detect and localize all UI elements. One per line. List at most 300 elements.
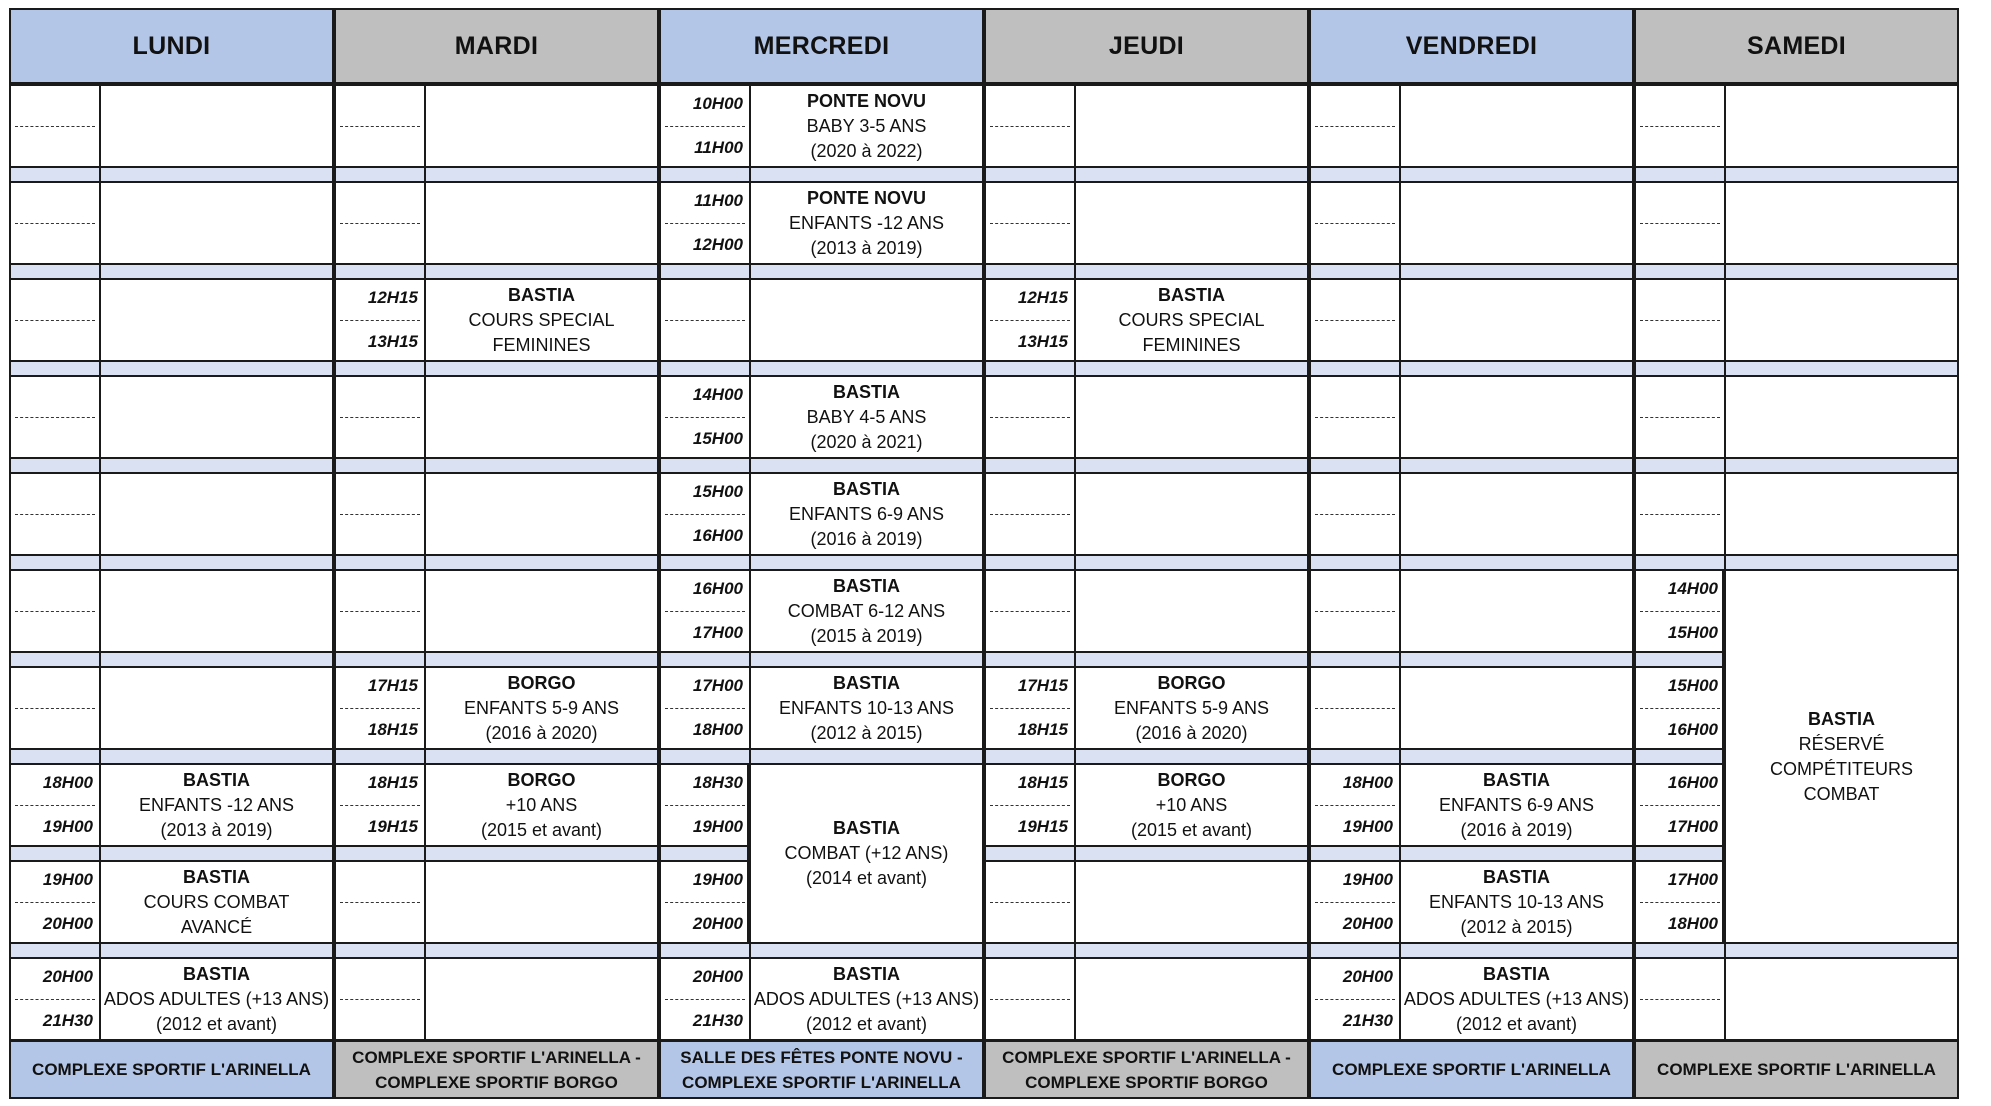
time-slot — [334, 472, 659, 556]
day-column-0 — [9, 8, 334, 1099]
time-slot — [334, 666, 659, 750]
time-cell — [1311, 86, 1401, 166]
class-description — [426, 668, 657, 748]
class-detail: ADOS ADULTES (+13 ANS) — [1403, 988, 1630, 1009]
time-divider — [340, 514, 420, 515]
time-slot — [9, 763, 334, 847]
time-cell — [661, 765, 751, 845]
time-slot — [659, 278, 984, 362]
time-cell — [986, 474, 1076, 554]
class-detail: (2015 et avant) — [480, 819, 603, 840]
start-time: 17H15 — [367, 676, 418, 695]
class-description — [751, 183, 982, 263]
time-divider — [665, 223, 745, 224]
time-cell — [986, 862, 1076, 942]
venue-footer: COMPLEXE SPORTIF L'ARINELLA — [1634, 1040, 1959, 1099]
class-location: PONTE NOVU — [806, 90, 926, 111]
time-divider — [340, 611, 420, 612]
time-divider — [665, 320, 745, 321]
time-divider — [1315, 417, 1395, 418]
time-slot — [334, 375, 659, 459]
time-divider — [1640, 126, 1720, 127]
end-time: 20H00 — [42, 914, 93, 933]
row-separator — [9, 168, 334, 181]
start-time: 19H00 — [1342, 870, 1393, 889]
time-divider — [15, 320, 95, 321]
time-slot — [1309, 763, 1634, 847]
merged-class-cell — [749, 763, 984, 944]
start-time: 20H00 — [42, 967, 93, 986]
time-slot — [1634, 666, 1724, 750]
class-detail: AVANCÉ — [180, 916, 253, 937]
time-cell — [11, 862, 101, 942]
row-separator — [659, 168, 984, 181]
time-slot — [984, 666, 1309, 750]
time-slot — [9, 84, 334, 168]
start-time: 12H15 — [1017, 288, 1068, 307]
time-divider — [15, 902, 95, 903]
time-slot — [1309, 181, 1634, 265]
start-time: 15H00 — [1667, 676, 1718, 695]
venue-footer: SALLE DES FÊTES PONTE NOVU - COMPLEXE SPORTIF L'ARINELLA — [659, 1040, 984, 1099]
time-cell — [11, 86, 101, 166]
class-detail: FEMININES — [1142, 334, 1241, 355]
class-detail: (2012 à 2015) — [810, 722, 923, 743]
time-cell — [661, 280, 751, 360]
row-separator — [984, 556, 1309, 569]
weekly-schedule — [9, 8, 1983, 1099]
start-time: 16H00 — [692, 579, 743, 598]
end-time: 13H15 — [367, 332, 418, 351]
start-time: 18H15 — [367, 773, 418, 792]
time-slot — [1634, 472, 1959, 556]
row-separator — [984, 168, 1309, 181]
time-slot — [984, 763, 1309, 847]
time-divider — [1315, 708, 1395, 709]
time-divider — [665, 708, 745, 709]
class-detail: FEMININES — [492, 334, 591, 355]
row-separator — [984, 459, 1309, 472]
time-slot — [659, 569, 984, 653]
time-divider — [340, 417, 420, 418]
row-separator — [1634, 362, 1959, 375]
class-description — [1076, 668, 1307, 748]
start-time: 17H00 — [1667, 870, 1718, 889]
class-location: BORGO — [507, 769, 576, 790]
start-time: 10H00 — [692, 94, 743, 113]
row-separator — [1309, 847, 1634, 860]
class-location: BASTIA — [1158, 284, 1225, 305]
time-slot — [659, 472, 984, 556]
day-column-2 — [659, 8, 984, 1099]
time-slot — [984, 278, 1309, 362]
time-slot — [984, 472, 1309, 556]
class-detail: ENFANTS 5-9 ANS — [463, 697, 620, 718]
time-cell — [336, 862, 426, 942]
class-detail: COURS SPECIAL — [468, 309, 615, 330]
time-slot — [1634, 84, 1959, 168]
class-description — [426, 765, 657, 845]
class-location: BASTIA — [183, 866, 250, 887]
time-divider — [990, 223, 1070, 224]
time-cell — [336, 377, 426, 457]
row-separator — [9, 362, 334, 375]
time-cell — [661, 474, 751, 554]
day-header: MARDI — [334, 8, 659, 84]
class-location: BASTIA — [1483, 769, 1550, 790]
time-slot — [659, 375, 984, 459]
time-divider — [990, 805, 1070, 806]
row-separator — [334, 556, 659, 569]
end-time: 19H15 — [1017, 817, 1068, 836]
row-separator — [1634, 847, 1724, 860]
row-separator — [984, 750, 1309, 763]
end-time: 21H30 — [42, 1011, 93, 1030]
row-separator — [1634, 168, 1959, 181]
class-detail: +10 ANS — [1155, 794, 1228, 815]
row-separator — [984, 362, 1309, 375]
time-cell — [336, 668, 426, 748]
time-cell — [336, 765, 426, 845]
time-slot — [9, 569, 334, 653]
row-separator — [1309, 750, 1634, 763]
class-location: PONTE NOVU — [806, 187, 926, 208]
end-time: 21H30 — [692, 1011, 743, 1030]
class-location: BASTIA — [833, 381, 900, 402]
time-slot — [1634, 957, 1959, 1041]
day-header: VENDREDI — [1309, 8, 1634, 84]
class-detail: ENFANTS -12 ANS — [138, 794, 295, 815]
time-cell — [11, 765, 101, 845]
time-cell — [1636, 280, 1726, 360]
time-cell — [986, 668, 1076, 748]
time-cell — [11, 377, 101, 457]
class-detail: COMBAT (+12 ANS) — [784, 843, 949, 863]
time-cell — [11, 280, 101, 360]
row-separator — [9, 944, 334, 957]
time-slot — [1634, 181, 1959, 265]
time-cell — [11, 474, 101, 554]
time-cell — [11, 959, 101, 1039]
end-time: 15H00 — [1667, 623, 1718, 642]
time-slot — [9, 666, 334, 750]
time-cell — [1636, 571, 1726, 651]
class-detail: (2012 et avant) — [1455, 1013, 1578, 1034]
end-time: 18H15 — [367, 720, 418, 739]
class-description — [426, 280, 657, 360]
time-cell — [1636, 765, 1726, 845]
time-cell — [336, 959, 426, 1039]
time-cell — [986, 571, 1076, 651]
time-slot — [1309, 569, 1634, 653]
time-divider — [15, 805, 95, 806]
row-separator — [9, 750, 334, 763]
row-separator — [659, 265, 984, 278]
time-cell — [1311, 765, 1401, 845]
start-time: 18H15 — [1017, 773, 1068, 792]
time-cell — [986, 86, 1076, 166]
class-location: BASTIA — [183, 963, 250, 984]
time-slot — [334, 860, 659, 944]
row-separator — [984, 944, 1309, 957]
time-cell — [1636, 668, 1726, 748]
time-divider — [340, 805, 420, 806]
class-detail: COURS COMBAT — [143, 891, 290, 912]
class-description — [101, 959, 332, 1039]
end-time: 16H00 — [692, 526, 743, 545]
row-separator — [334, 847, 659, 860]
class-detail: +10 ANS — [505, 794, 578, 815]
row-separator — [334, 944, 659, 957]
row-separator — [1634, 750, 1724, 763]
time-cell — [1636, 183, 1726, 263]
end-time: 19H00 — [692, 817, 743, 836]
time-divider — [340, 223, 420, 224]
time-divider — [15, 611, 95, 612]
row-separator — [659, 459, 984, 472]
class-location: BASTIA — [1808, 708, 1875, 729]
time-cell — [1311, 571, 1401, 651]
time-divider — [1315, 126, 1395, 127]
row-separator — [334, 362, 659, 375]
time-divider — [1640, 611, 1720, 612]
time-cell — [1311, 280, 1401, 360]
time-cell — [1636, 862, 1726, 942]
class-detail: ENFANTS -12 ANS — [788, 212, 945, 233]
row-separator — [1309, 459, 1634, 472]
time-slot — [984, 569, 1309, 653]
time-cell — [336, 474, 426, 554]
start-time: 17H00 — [692, 676, 743, 695]
class-description — [1401, 765, 1632, 845]
day-column-5 — [1634, 8, 1959, 1099]
time-slot — [659, 666, 984, 750]
time-slot — [334, 569, 659, 653]
time-cell — [11, 668, 101, 748]
time-slot — [9, 860, 334, 944]
row-separator — [1309, 556, 1634, 569]
time-divider — [340, 902, 420, 903]
row-separator — [984, 847, 1309, 860]
end-time: 19H15 — [367, 817, 418, 836]
time-divider — [15, 999, 95, 1000]
row-separator — [1309, 362, 1634, 375]
time-slot — [334, 278, 659, 362]
row-separator — [9, 265, 334, 278]
class-location: BASTIA — [508, 284, 575, 305]
time-cell — [1311, 959, 1401, 1039]
class-detail: COMBAT — [1803, 783, 1880, 804]
time-divider — [990, 514, 1070, 515]
time-divider — [1640, 320, 1720, 321]
time-divider — [1315, 223, 1395, 224]
class-detail: ADOS ADULTES (+13 ANS) — [753, 988, 980, 1009]
end-time: 17H00 — [1667, 817, 1718, 836]
row-separator — [1309, 653, 1634, 666]
class-location: BASTIA — [1483, 963, 1550, 984]
time-divider — [1315, 999, 1395, 1000]
class-description — [1401, 862, 1632, 942]
class-detail: ENFANTS 6-9 ANS — [1438, 794, 1595, 815]
start-time: 11H00 — [694, 191, 743, 210]
start-time: 17H15 — [1017, 676, 1068, 695]
time-slot — [334, 763, 659, 847]
start-time: 14H00 — [1667, 579, 1718, 598]
end-time: 12H00 — [692, 235, 743, 254]
class-detail: (2016 à 2020) — [485, 722, 598, 743]
row-separator — [659, 653, 984, 666]
class-description — [751, 86, 982, 166]
start-time: 19H00 — [42, 870, 93, 889]
time-divider — [340, 320, 420, 321]
time-divider — [15, 126, 95, 127]
time-slot — [9, 472, 334, 556]
time-divider — [15, 708, 95, 709]
row-separator — [1634, 459, 1959, 472]
time-cell — [661, 862, 751, 942]
class-description — [101, 765, 332, 845]
row-separator — [9, 556, 334, 569]
start-time: 18H00 — [1342, 773, 1393, 792]
merged-class-cell — [1724, 569, 1959, 944]
class-detail: ENFANTS 5-9 ANS — [1113, 697, 1270, 718]
time-divider — [990, 999, 1070, 1000]
row-separator — [1634, 265, 1959, 278]
day-column-4 — [1309, 8, 1634, 1099]
time-cell — [11, 183, 101, 263]
class-detail: (2013 à 2019) — [810, 237, 923, 258]
row-separator — [659, 944, 984, 957]
class-detail: (2015 à 2019) — [810, 625, 923, 646]
end-time: 20H00 — [1342, 914, 1393, 933]
time-slot — [984, 860, 1309, 944]
row-separator — [9, 847, 334, 860]
time-cell — [661, 183, 751, 263]
class-detail: COURS SPECIAL — [1118, 309, 1265, 330]
row-separator — [334, 265, 659, 278]
time-cell — [986, 183, 1076, 263]
time-cell — [986, 765, 1076, 845]
time-divider — [1640, 417, 1720, 418]
row-separator — [9, 653, 334, 666]
time-divider — [340, 708, 420, 709]
class-location: BASTIA — [833, 818, 900, 838]
class-detail: (2012 et avant) — [155, 1013, 278, 1034]
class-description — [751, 571, 982, 651]
end-time: 18H00 — [1667, 914, 1718, 933]
class-detail: (2013 à 2019) — [160, 819, 273, 840]
time-slot — [984, 181, 1309, 265]
class-location: BASTIA — [183, 769, 250, 790]
time-cell — [1311, 474, 1401, 554]
time-divider — [1315, 902, 1395, 903]
time-slot — [1634, 763, 1724, 847]
time-divider — [665, 126, 745, 127]
class-location: BORGO — [1157, 769, 1226, 790]
time-cell — [336, 280, 426, 360]
class-detail: (2012 à 2015) — [1460, 916, 1573, 937]
class-location: BASTIA — [833, 575, 900, 596]
start-time: 20H00 — [692, 967, 743, 986]
row-separator — [659, 362, 984, 375]
time-divider — [665, 902, 745, 903]
time-slot — [984, 957, 1309, 1041]
row-separator — [1634, 556, 1959, 569]
row-separator — [984, 653, 1309, 666]
start-time: 20H00 — [1342, 967, 1393, 986]
class-detail: (2012 et avant) — [805, 1013, 928, 1034]
time-slot — [1634, 375, 1959, 459]
time-slot — [659, 181, 984, 265]
time-divider — [340, 126, 420, 127]
day-header: LUNDI — [9, 8, 334, 84]
class-detail: (2014 et avant) — [805, 868, 928, 888]
time-slot — [659, 763, 749, 847]
time-cell — [336, 86, 426, 166]
time-cell — [336, 183, 426, 263]
time-divider — [990, 126, 1070, 127]
row-separator — [984, 265, 1309, 278]
class-detail: BABY 4-5 ANS — [806, 406, 927, 427]
time-slot — [1309, 375, 1634, 459]
time-divider — [1315, 805, 1395, 806]
time-slot — [9, 957, 334, 1041]
class-location: BORGO — [507, 672, 576, 693]
time-cell — [1636, 474, 1726, 554]
venue-footer: COMPLEXE SPORTIF L'ARINELLA — [9, 1040, 334, 1099]
time-cell — [661, 86, 751, 166]
time-slot — [334, 84, 659, 168]
row-separator — [659, 556, 984, 569]
time-slot — [1309, 84, 1634, 168]
class-location: BORGO — [1157, 672, 1226, 693]
class-detail: (2015 et avant) — [1130, 819, 1253, 840]
class-detail: ADOS ADULTES (+13 ANS) — [103, 988, 330, 1009]
end-time: 17H00 — [692, 623, 743, 642]
time-divider — [990, 611, 1070, 612]
day-header: MERCREDI — [659, 8, 984, 84]
time-divider — [1315, 611, 1395, 612]
venue-footer: COMPLEXE SPORTIF L'ARINELLA - COMPLEXE SPORTIF BORGO — [334, 1040, 659, 1099]
start-time: 16H00 — [1667, 773, 1718, 792]
time-slot — [659, 84, 984, 168]
time-divider — [665, 514, 745, 515]
time-cell — [1636, 377, 1726, 457]
class-detail: (2016 à 2020) — [1135, 722, 1248, 743]
row-separator — [1634, 944, 1959, 957]
class-description — [751, 474, 982, 554]
time-divider — [1640, 708, 1720, 709]
time-slot — [9, 375, 334, 459]
end-time: 18H00 — [692, 720, 743, 739]
time-slot — [9, 278, 334, 362]
time-cell — [661, 377, 751, 457]
day-column-1 — [334, 8, 659, 1099]
venue-footer: COMPLEXE SPORTIF L'ARINELLA - COMPLEXE SPORTIF BORGO — [984, 1040, 1309, 1099]
time-cell — [1311, 668, 1401, 748]
row-separator — [1309, 265, 1634, 278]
row-separator — [659, 847, 749, 860]
time-cell — [1636, 959, 1726, 1039]
class-description — [101, 862, 332, 942]
start-time: 18H00 — [42, 773, 93, 792]
time-divider — [990, 320, 1070, 321]
time-slot — [334, 181, 659, 265]
end-time: 20H00 — [692, 914, 743, 933]
time-divider — [1640, 999, 1720, 1000]
row-separator — [1309, 944, 1634, 957]
time-cell — [1311, 862, 1401, 942]
